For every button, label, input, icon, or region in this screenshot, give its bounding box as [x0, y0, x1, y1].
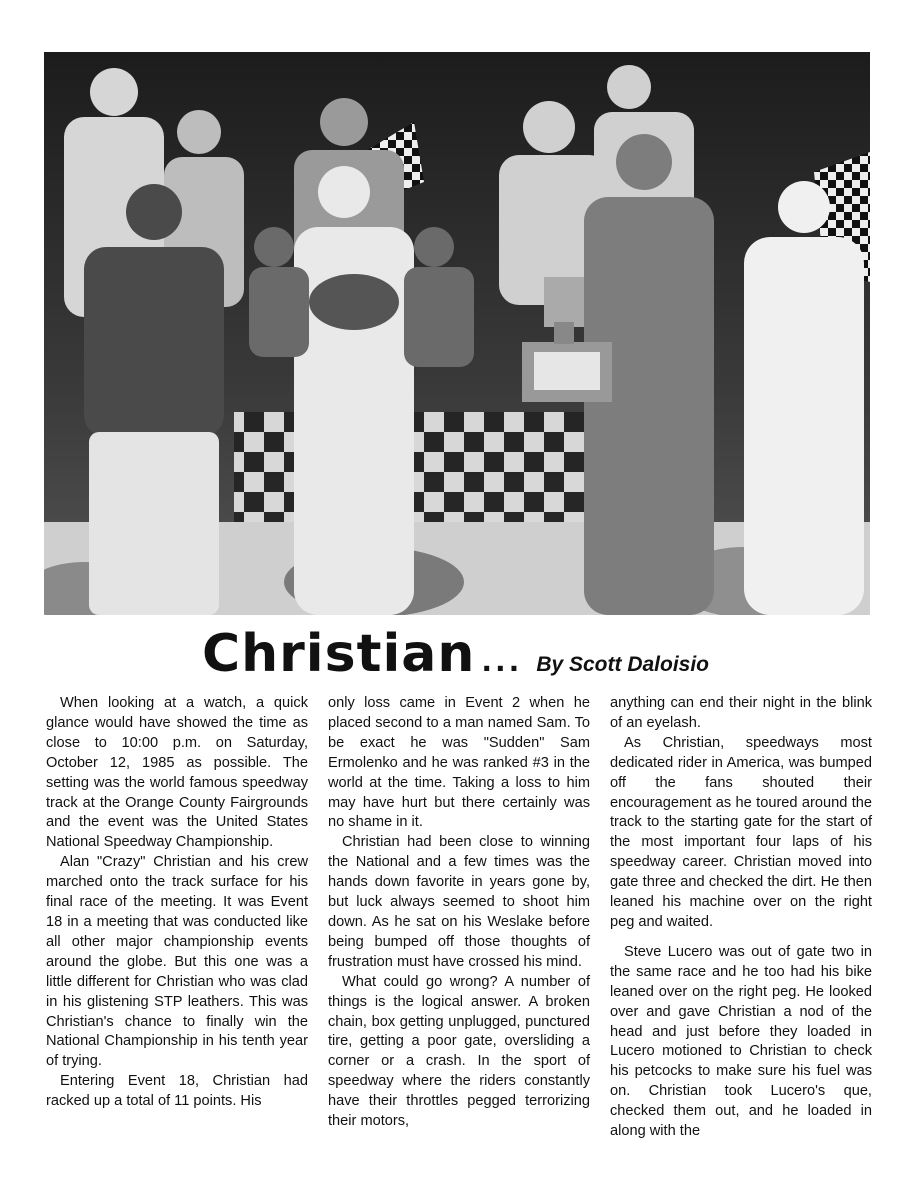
paragraph: When looking at a watch, a quick glance would have showed the time as close to 10:00 p.m. on Saturday, October 12, 1985 as possible. The setting was the world famous speedway track at the Orange County Fairgrounds and the event was the United States National Speedway Championship. — [46, 695, 308, 851]
paragraph: Alan "Crazy" Christian and his crew marched onto the track surface for his final race of the meeting. It was Event 18 in a meeting that was conducted like all other major championship events around the globe. But this one was a little different for Christian who was clad in his glistening STP leathers. This was Christian's chance to finally win the National Championship in his tenth year of trying. — [46, 854, 308, 1070]
article-column-2 — [328, 694, 590, 1132]
paragraph: anything can end their night in the blink of an eyelash. — [610, 695, 872, 731]
paragraph: Entering Event 18, Christian had racked up a total of 11 points. His — [46, 1073, 308, 1110]
victory-photo — [44, 52, 870, 615]
article-column-3 — [610, 694, 872, 1142]
paragraph: What could go wrong? A number of things is the logical answer. A broken chain, box getting unplugged, punctured tire, getting a poor gate, oversliding a corner or a crash. In the sport of speedway where the riders constantly have their throttles pegged terrorizing their motors, — [328, 973, 590, 1130]
paragraph: Christian had been close to winning the National and a few times was the hands down favorite in years gone by, but luck always seemed to shoot him down. As he sat on his Weslake before being bumped off those thoughts of frustration must have crossed his mind. — [328, 834, 590, 970]
paragraph: only loss came in Event 2 when he placed second to a man named Sam. To be exact he was "Sudden" Sam Ermolenko and he was ranked #3 in the world at the time. Taking a loss to him may have hurt but there certainly was no shame in it. — [328, 695, 590, 831]
headline-ellipsis: ... — [481, 645, 523, 678]
article-headline — [0, 624, 911, 684]
photo-illustration — [44, 52, 870, 615]
author-byline: By Scott Daloisio — [536, 653, 710, 676]
headline-title: Christian — [201, 624, 476, 684]
paragraph: Steve Lucero was out of gate two in the same race and he too had his bike leaned over on the right peg. He looked over and gave Christian a nod of the head and just before they loaded in Lucero motioned to Christian to check his petcocks to make sure his fuel was on. Christian took Lucero's que, checked them out, and he loaded in along with the — [610, 943, 872, 1140]
paragraph: As Christian, speedways most dedicated rider in America, was bumped off the fans shouted their encouragement as he toured around the track to the starting gate for the start of the most important four laps of his speedway career. Christian moved into gate three and checked the dirt. He then leaned his machine over on the right peg and waited. — [610, 734, 872, 930]
article-column-1 — [46, 694, 308, 1112]
